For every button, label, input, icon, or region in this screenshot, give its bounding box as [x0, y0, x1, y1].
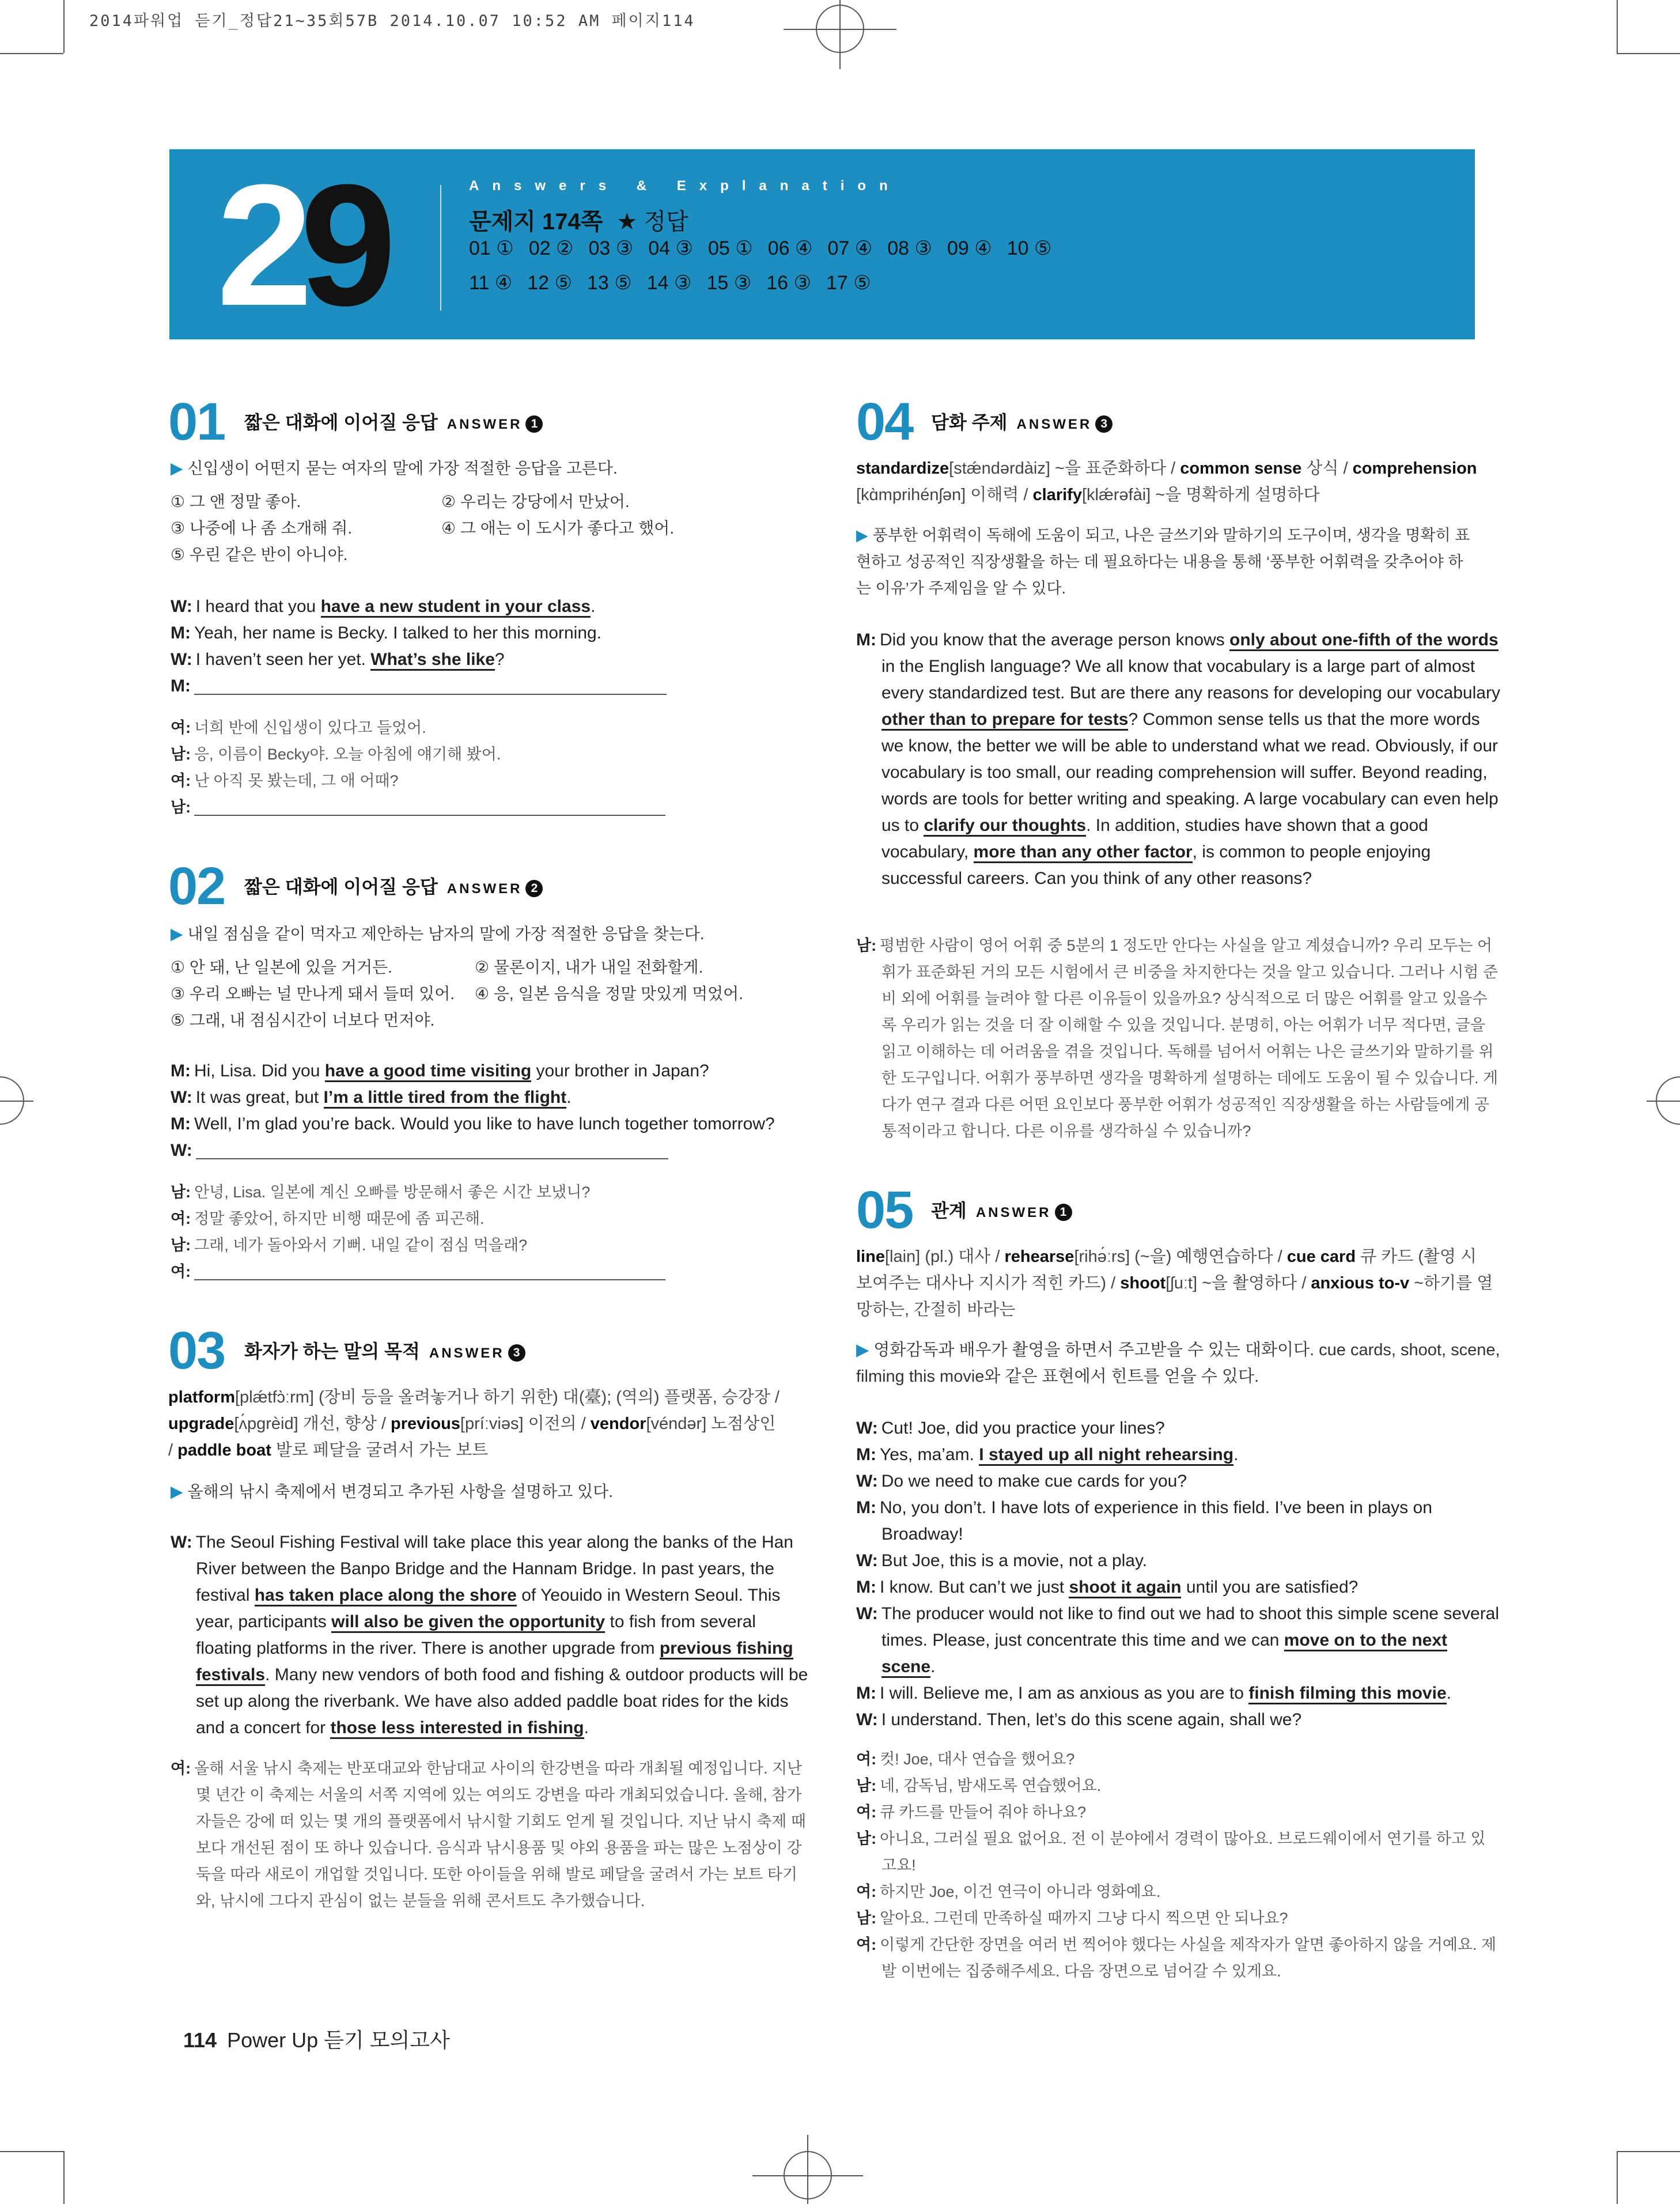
vocabulary-line: 보여주는 대사나 지시가 적힌 카드) / shoot[ʃuːt] ~을 촬영하다 / anxious to-v ~하기를 열 — [856, 1274, 1493, 1292]
section-05-number: 05 — [856, 1181, 913, 1239]
dialogue-answer-blank: W: — [171, 1137, 668, 1164]
translation-line: 여: 큐 카드를 만들어 줘야 하나요? — [856, 1804, 1087, 1821]
dialogue-line: W: Cut! Joe, did you practice your lines? — [856, 1419, 1165, 1438]
translation-line: 남: 네, 감독님, 밤새도록 연습했어요. — [856, 1777, 1102, 1794]
answers-explanation-label: Answers & Explanation — [469, 178, 901, 194]
translation-line: 여: 하지만 Joe, 이건 연극이 아니라 영화예요. — [856, 1883, 1161, 1900]
section-05-title: 관계 ANSWER 1 — [931, 1196, 1072, 1223]
section-04-number: 04 — [856, 392, 913, 451]
answer-key-row-1: 01 ① 02 ② 03 ③ 04 ③ 05 ① 06 ④ 07 ④ 08 ③ 09 ④ 10 ⑤ — [469, 237, 1052, 259]
dialogue-line: M: Hi, Lisa. Did you have a good time visiting your brother in Japan? — [171, 1058, 709, 1084]
page-footer — [183, 2024, 450, 2054]
header-banner — [169, 148, 1475, 342]
monologue-translation: 여: 올해 서울 낚시 축제는 반포대교와 한남대교 사이의 한강변을 따라 개최될 예정입니다. 지난 몇 년간 이 축제는 서울의 서쪽 지역에 있는 여의도 강변을 따라 개최되었습니다. 올해, 참가자들은 강에 떠 있는 몇 개의 플랫폼에서 낚시할 기회도 얻게 될 것입니다. 지난 낚시 축제 때보다 개선된 점이 또 하나 있습니다. 음식과 낚시용품 및 야외 용품을 파는 많은 노점상이 강둑을 따라 새로이 개업할 것입니다. 또한 아이들을 위해 발로 페달을 굴려서 가는 보트 타기와, 낚시에 그다지 관심이 없는 분들을 위해 콘서트도 추가했습니다. — [171, 1760, 806, 1910]
section-02-title: 짧은 대화에 이어질 응답 ANSWER 2 — [244, 872, 543, 899]
translation-line: 여: 컷! Joe, 대사 연습을 했어요? — [856, 1751, 1075, 1768]
crop-mark — [1617, 2151, 1680, 2152]
monologue-paragraph: M: Did you know that the average person knows only about one-fifth of the words in the English language? We all know that vocabulary is a large part of almost every standardized test. But are there any reasons for developing our vocabulary other than to prepare for tests? Common sense tells us that the more words we know, the better we will be able to understand what we read. Obviously, if our vocabulary is too small, our reading comprehension will suffer. Beyond reading, words are tools for better writing and speaking. A large vocabulary can even help us to clarify our thoughts. In addition, studies have shown that a good vocabulary, more than any other factor, is common to people enjoying successful careers. Can you think of any other reasons? — [856, 630, 1500, 888]
dialogue-answer-blank: M: — [171, 673, 667, 700]
section-03-number: 03 — [168, 1321, 225, 1380]
crop-mark — [1617, 0, 1618, 53]
vocabulary-line: / paddle boat 발로 페달을 굴려서 가는 보트 — [168, 1441, 489, 1460]
option: ④ 그 애는 이 도시가 좋다고 했어. — [441, 519, 675, 537]
registration-line — [0, 1101, 33, 1102]
option: ③ 나중에 나 좀 소개해 줘. — [171, 519, 353, 537]
vocabulary-line: standardize[stǽndərdàiz] ~을 표준화하다 / common sense 상식 / comprehension — [856, 459, 1477, 478]
crop-mark — [0, 53, 63, 54]
option: ② 우리는 강당에서 만났어. — [441, 493, 630, 511]
option: ④ 응, 일본 음식을 정말 맛있게 먹었어. — [475, 985, 744, 1003]
section-01-title: 짧은 대화에 이어질 응답 ANSWER 1 — [244, 408, 543, 434]
vocabulary-line: line[lain] (pl.) 대사 / rehearse[rihə́ːrs] (~을) 예행연습하다 / cue card 큐 카드 (촬영 시 — [856, 1247, 1477, 1266]
crop-mark — [63, 2151, 65, 2204]
dialogue-translation — [856, 1746, 1500, 1984]
crop-mark — [63, 0, 65, 53]
section-03-title: 화자가 하는 말의 목적 ANSWER 3 — [244, 1337, 525, 1363]
translation-line: 남: 응, 이름이 Becky야. 오늘 아침에 얘기해 봤어. — [171, 746, 501, 763]
dialogue-line: W: The producer would not like to find out we had to shoot this simple scene several times. Please, just concentrate this time and we can move on to the next scene. — [881, 1601, 1500, 1680]
dialogue-line: M: I know. But can’t we just shoot it again until you are satisfied? — [881, 1574, 1500, 1601]
vocabulary-line: [kɑ̀mprihénʃən] 이해력 / clarify[klǽrəfài] ~을 명확하게 설명하다 — [856, 486, 1320, 504]
test-number: 29 — [217, 148, 384, 342]
section-04-description: ▶ 풍부한 어휘력이 독해에 도움이 되고, 나은 글쓰기와 말하기의 도구이며, 생각을 명확히 표현하고 성공적인 직장생활을 하는 데 필요하다는 내용을 통해 ‘풍부한 어휘력을 갖추어야 하는 이유’가 주제임을 알 수 있다. — [856, 527, 1470, 597]
dialogue-line: M: I will. Believe me, I am as anxious as you are to finish filming this movie. — [881, 1680, 1500, 1707]
option: ⑤ 우린 같은 반이 아니야. — [171, 546, 348, 564]
option: ③ 우리 오빠는 널 만나게 돼서 들떠 있어. — [171, 985, 455, 1003]
translation-line: 남: 안녕, Lisa. 일본에 계신 오빠를 방문해서 좋은 시간 보냈니? — [171, 1184, 591, 1201]
monologue-paragraph: W: The Seoul Fishing Festival will take place this year along the banks of the Han River between the Banpo Bridge and the Hannam Bridge. In past years, the festival has taken place along the shore of Yeouido in Western Seoul. This year, participants will also be given the opportunity to fish from several floating platforms in the river. There is another upgrade from previous fishing festivals. Many new vendors of both food and fishing & outdoor products will be set up along the riverbank. We have also added paddle boat rides for the kids and a concert for those less interested in fishing. — [171, 1529, 816, 1741]
banner-divider — [440, 185, 441, 311]
answer-badge: 3 — [1095, 415, 1113, 433]
translation-blank: 남: — [171, 794, 665, 821]
page-number: 114 — [183, 2028, 217, 2052]
book-title: Power Up 듣기 모의고사 — [227, 2028, 450, 2052]
vocabulary-line: platform[plǽtfɔ̀ːrm] (장비 등을 올려놓거나 하기 위한) 대(臺); (역의) 플랫폼, 승강장 / — [168, 1388, 780, 1407]
option: ① 그 앤 정말 좋아. — [171, 493, 301, 511]
section-03-description: ▶ 올해의 낚시 축제에서 변경되고 추가된 사항을 설명하고 있다. — [171, 1483, 613, 1500]
section-05-description: ▶ 영화감독과 배우가 촬영을 하면서 주고받을 수 있는 대화이다. cue cards, shoot, scene, — [856, 1341, 1500, 1359]
answer-badge: 2 — [525, 880, 543, 897]
translation-line: 여: 이렇게 간단한 장면을 여러 번 찍어야 했다는 사실을 제작자가 알면 좋아하지 않을 거예요. 제발 이번에는 집중해주세요. 다음 장면으로 넘어갈 수 있게요. — [856, 1936, 1497, 1980]
answer-key-row-2: 11 ④ 12 ⑤ 13 ⑤ 14 ③ 15 ③ 16 ③ 17 ⑤ — [469, 272, 871, 294]
translation-blank: 여: — [171, 1258, 665, 1285]
answer-badge: 1 — [1055, 1204, 1072, 1221]
translation-line: 여: 너희 반에 신입생이 있다고 들었어. — [171, 719, 426, 736]
section-05-description-cont: filming this movie와 같은 표현에서 힌트를 얻을 수 있다. — [856, 1367, 1259, 1386]
translation-line: 여: 난 아직 못 봤는데, 그 애 어때? — [171, 772, 399, 789]
registration-line — [1647, 1101, 1680, 1102]
dialogue-line: W: I understand. Then, let’s do this scene again, shall we? — [856, 1710, 1302, 1729]
section-01-number: 01 — [168, 392, 225, 451]
vocabulary-line: upgrade[ʌ́pgrèid] 개선, 향상 / previous[príːviəs] 이전의 / vendor[véndər] 노점상인 — [168, 1415, 776, 1433]
translation-line: 남: 알아요. 그런데 만족하실 때까지 그냥 다시 찍으면 안 되나요? — [856, 1910, 1288, 1927]
dialogue-line: W: It was great, but I’m a little tired from the flight. — [171, 1084, 572, 1111]
dialogue-line: W: But Joe, this is a movie, not a play. — [856, 1551, 1148, 1570]
registration-line — [807, 2135, 808, 2204]
registration-line — [839, 0, 841, 69]
option: ⑤ 그래, 내 점심시간이 너보다 먼저야. — [171, 1011, 435, 1029]
translation-line: 남: 아니요, 그러실 필요 없어요. 전 이 분야에서 경력이 많아요. 브로드웨이에서 연기를 하고 있고요! — [856, 1830, 1486, 1874]
dialogue-line: M: Well, I’m glad you’re back. Would you like to have lunch together tomorrow? — [171, 1114, 775, 1133]
dialogue-line: W: I haven’t seen her yet. What’s she like? — [171, 647, 505, 673]
monologue-translation: 남: 평범한 사람이 영어 어휘 중 5분의 1 정도만 안다는 사실을 알고 계셨습니까? 우리 모두는 어휘가 표준화된 거의 모든 시험에서 큰 비중을 차지한다는 것을 알고 있습니다. 그러나 시험 준비 외에 어휘를 늘려야 할 다른 이유들이 있을까요? 상식적으로 더 많은 어휘를 알고 있을수록 우리가 읽는 것을 더 잘 이해할 수 있을 것입니다. 분명히, 아는 어휘가 너무 적다면, 글을 읽고 이해하는 데 어려움을 겪을 것입니다. 독해를 넘어서 어휘는 나은 글쓰기와 말하기를 위한 도구입니다. 어휘가 풍부하면 생각을 명확하게 설명하는 데에도 도움이 될 수 있습니다. 게다가 연구 결과 다른 어떤 요인보다 풍부한 어휘가 성공적인 직장생활을 하는 사람들에게 공통적이라고 합니다. 다른 이유를 생각하실 수 있습니까? — [856, 937, 1499, 1140]
dialogue-line: M: Yeah, her name is Becky. I talked to her this morning. — [171, 623, 602, 642]
section-04-title: 담화 주제 ANSWER 3 — [931, 408, 1113, 434]
translation-line: 남: 그래, 네가 돌아와서 기뻐. 내일 같이 점심 먹을래? — [171, 1237, 528, 1254]
answer-badge: 1 — [525, 415, 543, 433]
section-01-description: ▶ 신입생이 어떤지 묻는 여자의 말에 가장 적절한 응답을 고른다. — [171, 459, 618, 477]
section-02-number: 02 — [168, 857, 225, 916]
section-02-description: ▶ 내일 점심을 같이 먹자고 제안하는 남자의 말에 가장 적절한 응답을 찾는다. — [171, 925, 705, 943]
crop-mark — [1617, 2151, 1618, 2204]
print-slug-line: 2014파워업 듣기_정답21~35회57B 2014.10.07 10:52 AM 페이지114 — [89, 12, 695, 30]
answer-badge: 3 — [508, 1344, 525, 1362]
vocabulary-line: 망하는, 간절히 바라는 — [856, 1301, 1016, 1319]
crop-mark — [1617, 53, 1680, 54]
option: ① 안 돼, 난 일본에 있을 거거든. — [171, 958, 392, 976]
dialogue-script — [856, 1415, 1500, 1733]
crop-mark — [0, 2151, 63, 2152]
option: ② 물론이지, 내가 내일 전화할게. — [475, 958, 703, 976]
translation-line: 여: 정말 좋았어, 하지만 비행 때문에 좀 피곤해. — [171, 1210, 485, 1227]
dialogue-line: M: Yes, ma’am. I stayed up all night rehearsing. — [881, 1442, 1500, 1468]
dialogue-line: W: Do we need to make cue cards for you? — [856, 1472, 1187, 1491]
dialogue-line: W: I heard that you have a new student in your class. — [171, 593, 595, 620]
dialogue-line: M: No, you don’t. I have lots of experience in this field. I’ve been in plays on Broadway! — [856, 1498, 1432, 1544]
answer-sheet-title: 문제지 174쪽 ★ 정답 — [469, 209, 688, 235]
